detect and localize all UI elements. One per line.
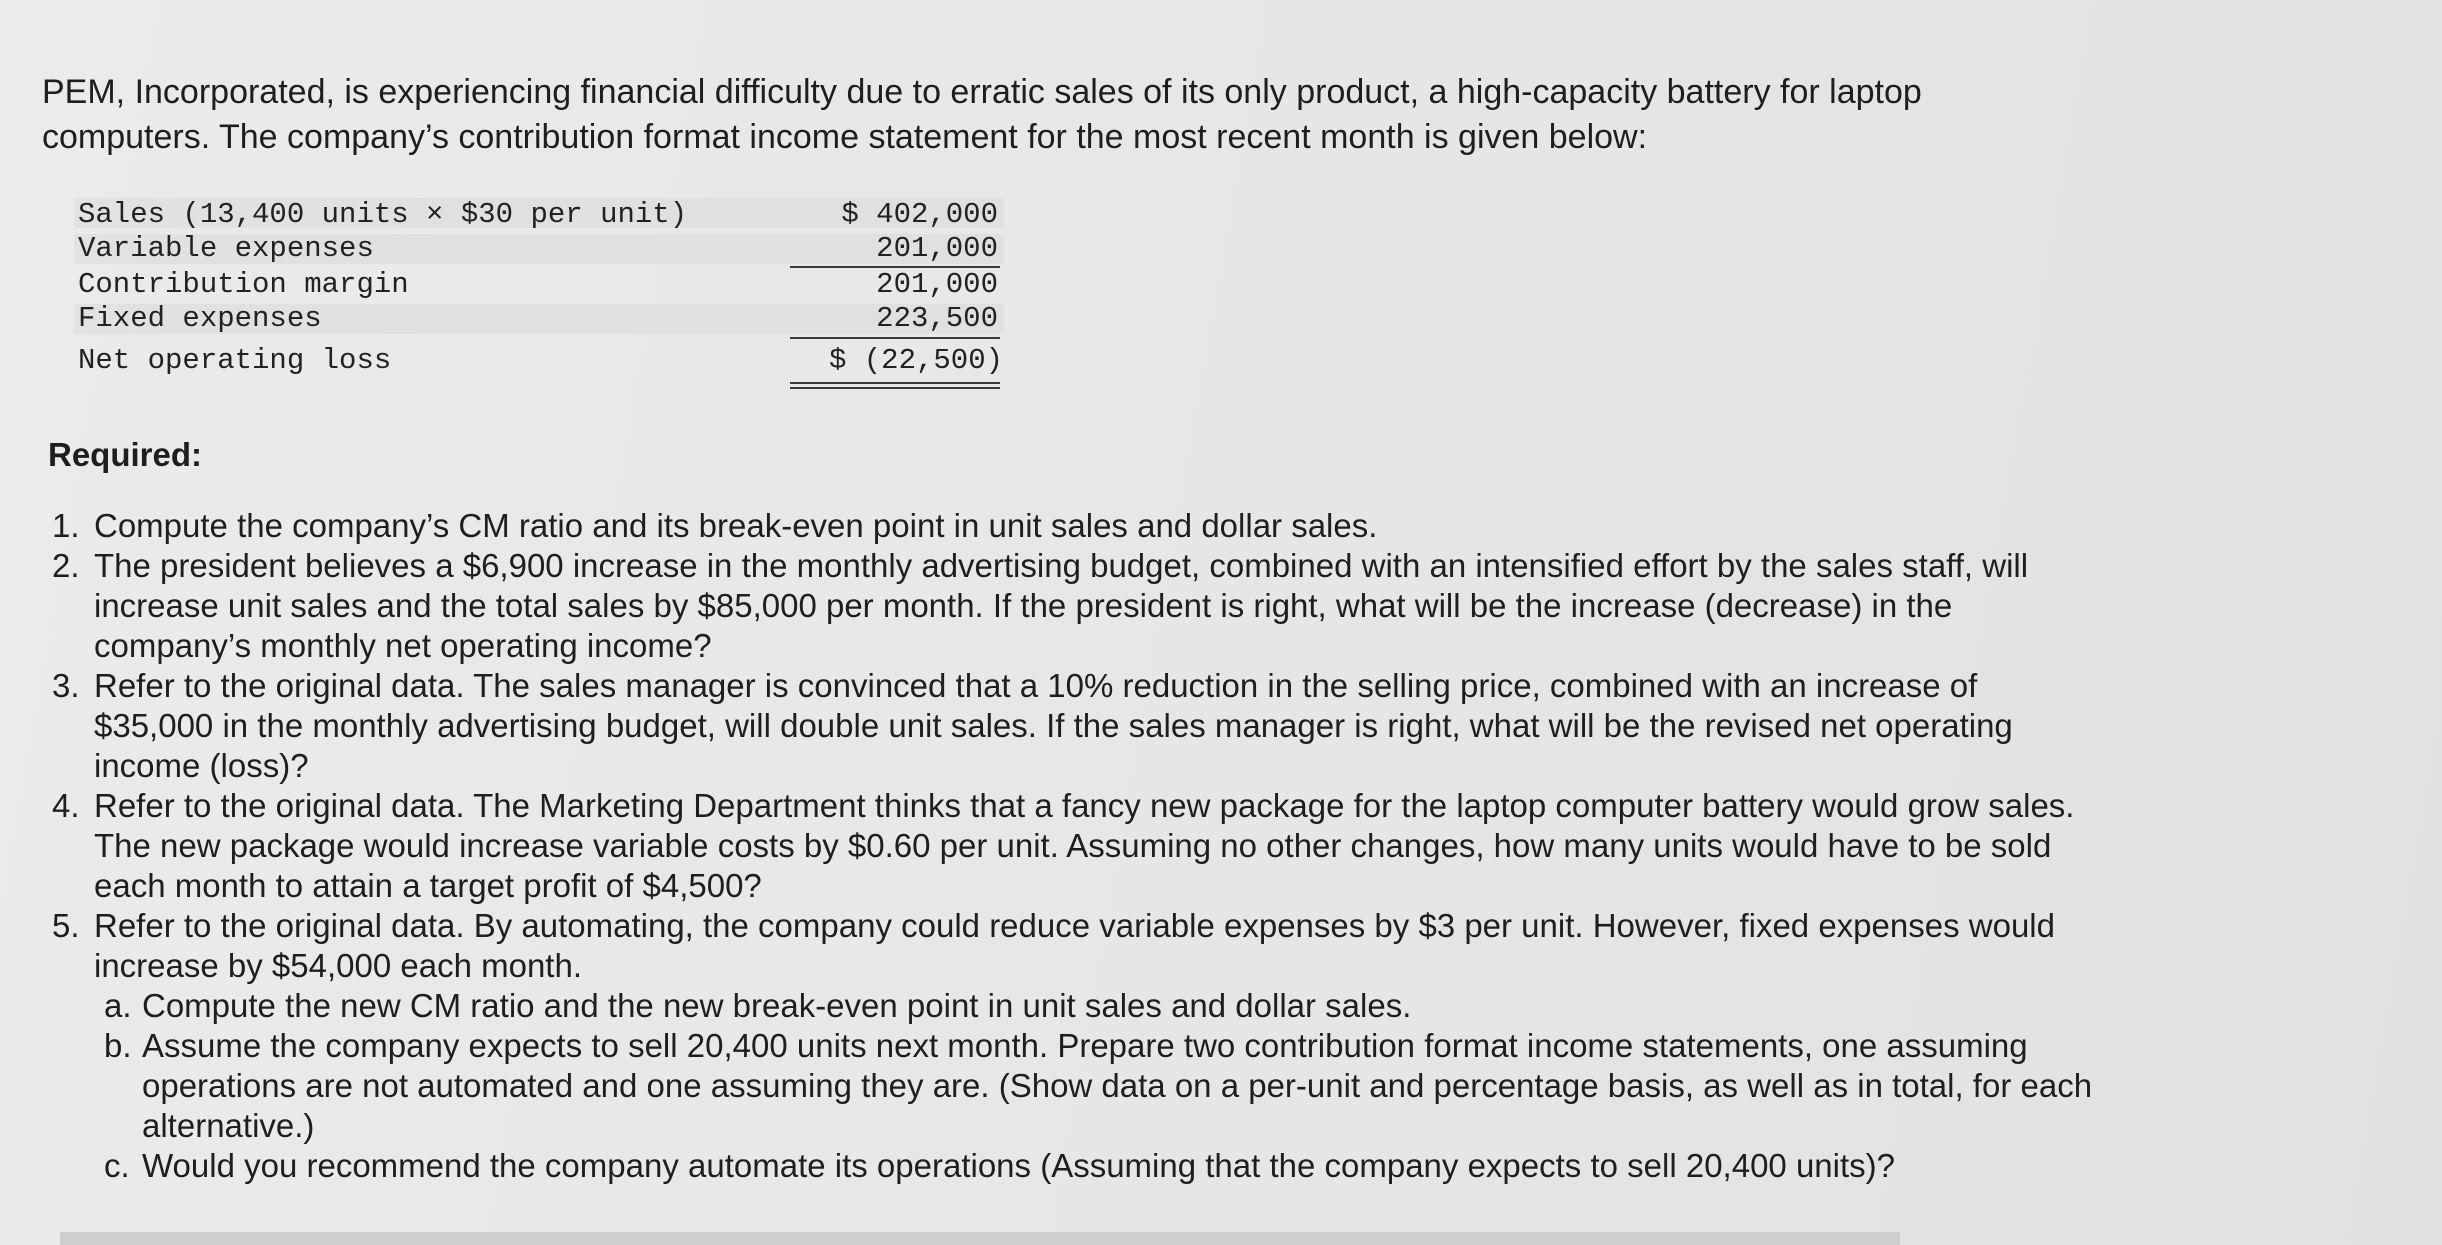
subtotal-rule bbox=[790, 337, 1000, 339]
subquestion-letter: a. bbox=[104, 987, 132, 1024]
bottom-edge-bar bbox=[60, 1232, 1900, 1245]
stmt-label-fixed: Fixed expenses bbox=[78, 302, 322, 335]
subquestion-item bbox=[104, 1146, 2102, 1186]
stmt-value-variable: 201,000 bbox=[876, 232, 998, 265]
stmt-label-contribution: Contribution margin bbox=[78, 268, 409, 301]
question-text: Refer to the original data. The sales manager is convinced that a 10% reduction in the selling price, combined with an increase of $35,000 in the monthly advertising budget, will double unit sales. If the sales manager is right, what will be the revised net operating income (loss)? bbox=[94, 667, 2013, 784]
required-heading: Required: bbox=[48, 436, 203, 473]
stmt-label-sales: Sales (13,400 units × $30 per unit) bbox=[78, 198, 688, 231]
question-number: 2. bbox=[52, 547, 80, 584]
stmt-value-fixed: 223,500 bbox=[876, 302, 998, 335]
subquestion-letter: b. bbox=[104, 1027, 132, 1064]
question-text: Refer to the original data. By automating, the company could reduce variable expenses by $3 per unit. However, fixed expenses would increase by $54,000 each month. bbox=[94, 907, 2055, 984]
total-double-rule bbox=[790, 382, 1000, 389]
subquestion-text: Would you recommend the company automate its operations (Assuming that the company expects to sell 20,400 units)? bbox=[142, 1147, 1895, 1184]
subquestion-item bbox=[104, 1026, 2102, 1146]
stmt-value-net: $ (22,500) bbox=[828, 344, 1003, 377]
stmt-value-contribution: 201,000 bbox=[876, 268, 998, 301]
subquestion-text: Compute the new CM ratio and the new break-even point in unit sales and dollar sales. bbox=[142, 987, 1412, 1024]
subquestion-letter: c. bbox=[104, 1147, 130, 1184]
question-number: 1. bbox=[52, 507, 80, 544]
stmt-label-variable: Variable expenses bbox=[78, 232, 374, 265]
questions-list bbox=[52, 506, 2102, 1186]
question-item bbox=[52, 546, 2102, 666]
question-number: 5. bbox=[52, 907, 80, 944]
question-number: 3. bbox=[52, 667, 80, 704]
question-item bbox=[52, 666, 2102, 786]
question-text: Refer to the original data. The Marketing Department thinks that a fancy new package for the laptop computer battery would grow sales. The new package would increase variable costs by $0.60 per unit. Assuming no other changes, how many units would have to be sold each month to attain a target profit of $4,500? bbox=[94, 787, 2075, 904]
stmt-value-sales: $ 402,000 bbox=[841, 198, 998, 231]
question-text: The president believes a $6,900 increase in the monthly advertising budget, combined with an intensified effort by the sales staff, will increase unit sales and the total sales by $85,000 per month. If the president is right, what will be the increase (decrease) in the company’s monthly net operating income? bbox=[94, 547, 2029, 664]
subquestion-item bbox=[104, 986, 2102, 1026]
intro-paragraph: PEM, Incorporated, is experiencing financial difficulty due to erratic sales of its only product, a high-capacity battery for laptop computers. The company’s contribution format income statement for the most recent month is given below: bbox=[42, 73, 1922, 156]
question-item bbox=[52, 906, 2102, 986]
question-item bbox=[52, 786, 2102, 906]
subquestion-text: Assume the company expects to sell 20,400 units next month. Prepare two contribution format income statements, one assuming operations are not automated and one assuming they are. (Show data on a per-unit and percentage basis, as well as in total, for each alternative.) bbox=[142, 1027, 2093, 1144]
question-number: 4. bbox=[52, 787, 80, 824]
question-text: Compute the company’s CM ratio and its break-even point in unit sales and dollar sales. bbox=[94, 507, 1378, 544]
question-item bbox=[52, 506, 2102, 546]
stmt-label-net: Net operating loss bbox=[78, 344, 392, 377]
